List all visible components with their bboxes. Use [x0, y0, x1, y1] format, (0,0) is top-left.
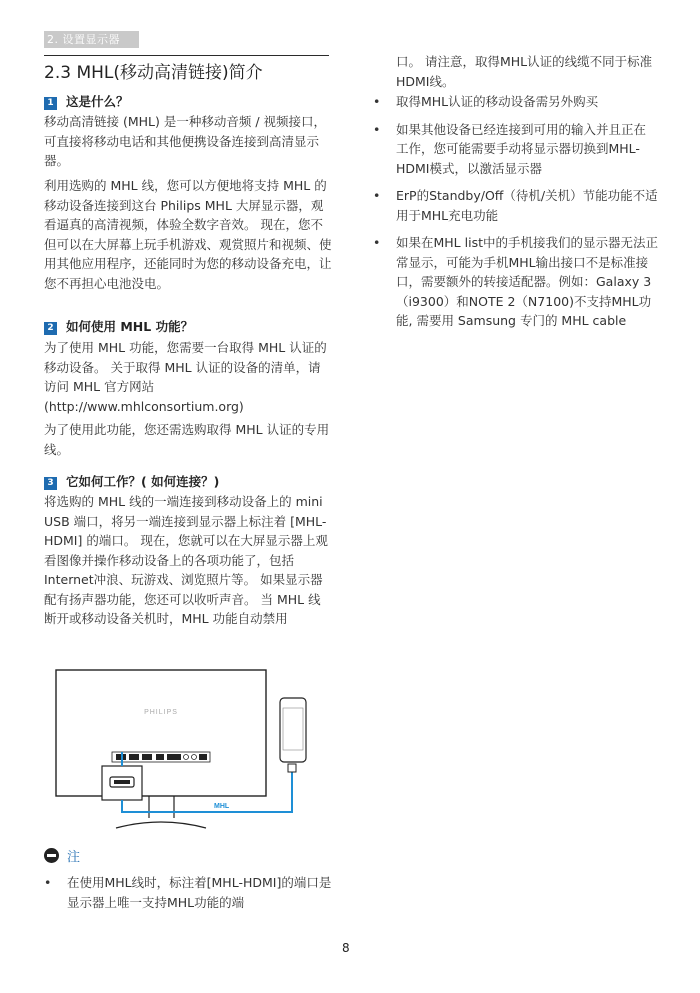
monitor-outline — [56, 670, 266, 796]
section-3-para-1: 将选购的 MHL 线的一端连接到移动设备上的 mini USB 端口，将另一端连接到显示器上标注着 [MHL-HDMI] 的端口。 现在，您就可以在大屏显示器上观看图像并操作移动设备上的各项功能了，包括Internet冲浪、玩游戏、浏览照片等。 如果显示器配有扬声器功能，您还可以收听声音。 当 MHL 线断开或移动设备关机时，MHL 功能自动禁用 — [44, 494, 328, 626]
note-item-4 — [373, 186, 658, 225]
mhl-connection-diagram — [54, 668, 334, 840]
note-item-3 — [373, 120, 658, 179]
note-item-2 — [373, 92, 658, 112]
section-3-heading-text: 它如何工作？( 如何连接？) — [66, 474, 220, 489]
note-icon — [44, 848, 59, 863]
note-heading — [44, 846, 80, 865]
port-2 — [129, 754, 139, 760]
section-2-para-1: 为了使用 MHL 功能，您需要一台取得 MHL 认证的移动设备。 关于取得 MHL 认证的设备的清单，请访问 MHL 官方网站 (http://www.mhlconsortium.org) — [44, 340, 327, 414]
header-rule — [44, 55, 329, 56]
section-1-number-badge: 1 — [44, 97, 57, 110]
note-item-1-continued: 口。 请注意，取得MHL认证的线缆不同于标准HDMI线。 — [396, 54, 653, 89]
section-2-para-2: 为了使用此功能，您还需选购取得 MHL 认证的专用线。 — [44, 422, 330, 457]
mini-usb-connector — [288, 764, 296, 772]
note-list-left — [44, 873, 334, 920]
section-3-heading — [44, 472, 219, 490]
monitor-stand-base — [116, 822, 206, 828]
note-item-4-text: ErP的Standby/Off（待机/关机）节能功能不适用于MHL充电功能 — [396, 188, 658, 223]
section-2-heading — [44, 317, 193, 335]
port-3 — [142, 754, 152, 760]
section-2-number-badge: 2 — [44, 322, 57, 335]
page-number: 8 — [342, 941, 350, 955]
mobile-phone-screen — [283, 708, 303, 750]
note-item-2-text: 取得MHL认证的移动设备需另外购买 — [396, 94, 599, 109]
mhl-cable-label: MHL — [214, 803, 230, 810]
hdmi-port-pins — [114, 780, 130, 784]
note-item-3-text: 如果其他设备已经连接到可用的输入并且正在工作，您可能需要手动将显示器切换到MHL-HDMI模式，以激活显示器 — [396, 121, 647, 176]
port-4 — [156, 754, 164, 760]
port-5 — [167, 754, 181, 760]
section-2-heading-text: 如何使用 MHL 功能？ — [66, 319, 194, 334]
section-title: 2.3 MHL(移动高清链接)简介 — [44, 63, 263, 83]
port-8 — [199, 754, 207, 760]
note-item-5-text: 如果在MHL list中的手机接我们的显示器无法正常显示，可能为手机MHL输出接口不是标准接口，需要额外的转接适配器。例如：Galaxy 3 （i9300）和NOTE 2（N7100)不支持MHL功能, 需要用 Samsung 专门的 MHL cable — [396, 235, 658, 328]
chapter-tab: 2. 设置显示器 — [44, 31, 139, 48]
section-1-para-1: 移动高清链接 (MHL) 是一种移动音频 / 视频接口，可直接将移动电话和其他便携设备连接到高清显示器。 — [44, 114, 327, 168]
note-item-5 — [373, 233, 658, 331]
note-item-1-text: 在使用MHL线时，标注着[MHL-HDMI]的端口是显示器上唯一支持MHL功能的端 — [67, 875, 332, 910]
note-heading-text: 注 — [67, 850, 81, 865]
section-1-para-2: 利用选购的 MHL 线，您可以方便地将支持 MHL 的移动设备连接到这台 Philips MHL 大屏显示器，观看逼真的高清视频，体验全数字音效。 现在，您不但可以在大屏幕上玩手机游戏、观赏照片和视频、使用其他应用程序，还能同时为您的移动设备充电，让您不再担心电池没电。 — [44, 178, 332, 291]
monitor-brand-logo: PHILIPS — [144, 709, 178, 716]
note-list-right — [373, 92, 658, 339]
note-item-1-part-a — [44, 873, 334, 912]
monitor-stand-neck — [149, 796, 174, 818]
section-1-heading — [44, 92, 129, 110]
section-3-number-badge: 3 — [44, 477, 57, 490]
section-1-heading-text: 这是什么？ — [66, 94, 129, 109]
mhl-diagram-svg — [54, 668, 334, 836]
